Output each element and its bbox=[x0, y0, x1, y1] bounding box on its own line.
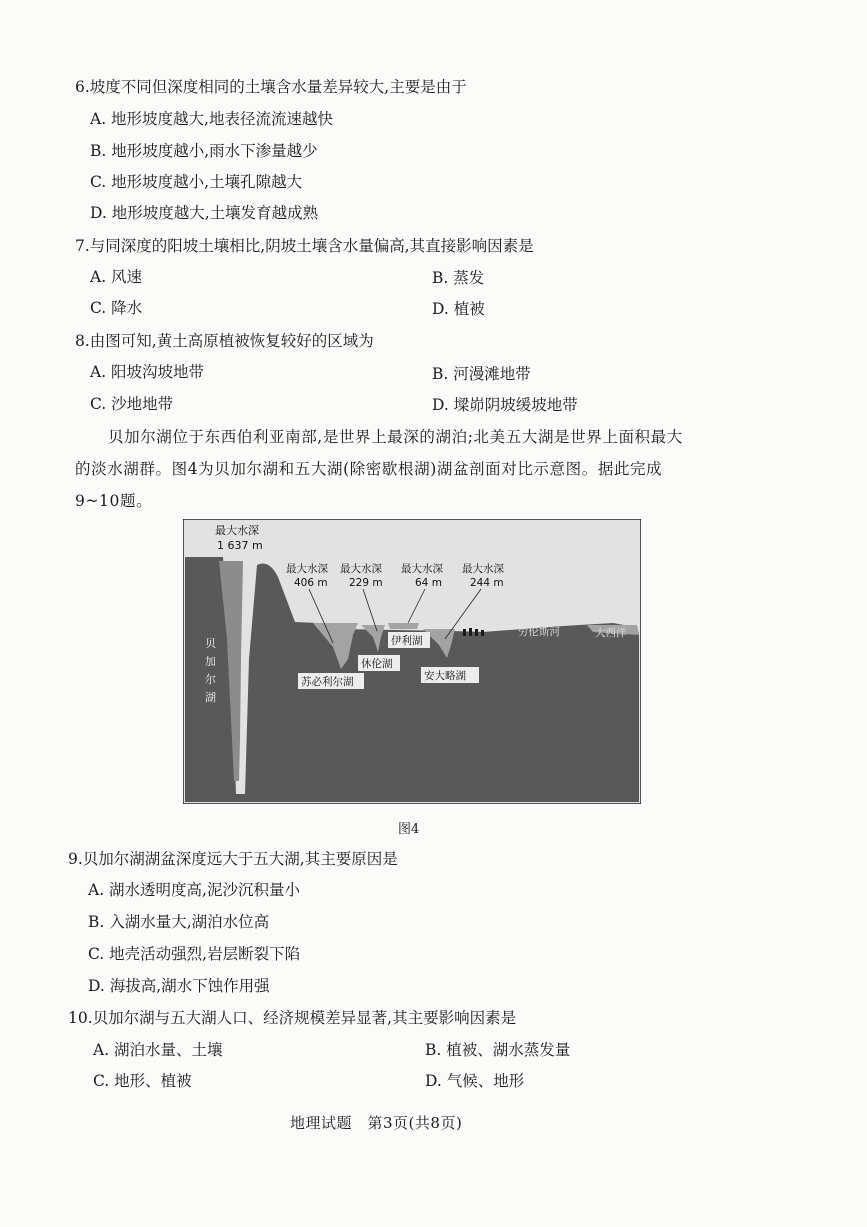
ontario-lake-label: 安大略湖 bbox=[424, 670, 466, 682]
erie-lake-water bbox=[388, 623, 419, 629]
huron-depth-value: 229 m bbox=[349, 577, 383, 589]
q8-option-c: C. 沙地地带 bbox=[90, 395, 174, 413]
q7-option-a: A. 风速 bbox=[90, 268, 143, 286]
q9-option-b: B. 入湖水量大,湖泊水位高 bbox=[88, 913, 270, 931]
q8-option-d: D. 墚峁阴坡缓坡地带 bbox=[432, 396, 578, 414]
q6-option-c: C. 地形坡度越小,土壤孔隙越大 bbox=[90, 173, 303, 191]
passage-line-1: 贝加尔湖位于东西伯利亚南部,是世界上最深的湖泊;北美五大湖是世界上面积最大 bbox=[108, 428, 683, 446]
q7-option-b: B. 蒸发 bbox=[432, 269, 485, 287]
q6-option-b: B. 地形坡度越小,雨水下渗量越少 bbox=[90, 142, 318, 160]
q10-option-b: B. 植被、湖水蒸发量 bbox=[425, 1041, 571, 1059]
ocean-label: 大西洋 bbox=[595, 627, 627, 639]
superior-depth-label: 最大水深 bbox=[286, 563, 328, 575]
q8-option-b: B. 河漫滩地带 bbox=[432, 365, 531, 383]
dam-marker bbox=[469, 628, 472, 636]
baikal-name-char: 贝 bbox=[205, 637, 216, 650]
river-label: 劳伦斯河 bbox=[518, 626, 560, 638]
lake-basin-profile-diagram bbox=[183, 519, 641, 804]
q9-option-d: D. 海拔高,湖水下蚀作用强 bbox=[88, 977, 270, 995]
q7-option-c: C. 降水 bbox=[90, 299, 143, 317]
q10-stem: 10.贝加尔湖与五大湖人口、经济规模差异显著,其主要影响因素是 bbox=[68, 1009, 517, 1027]
superior-depth-value: 406 m bbox=[294, 577, 328, 589]
erie-lake-label: 伊利湖 bbox=[391, 635, 423, 647]
baikal-depth-value: 1 637 m bbox=[217, 539, 263, 552]
page-footer: 地理试题 第3页(共8页) bbox=[290, 1114, 463, 1132]
passage-line-2: 的淡水湖群。图4为贝加尔湖和五大湖(除密歇根湖)湖盆剖面对比示意图。据此完成 bbox=[75, 460, 663, 478]
passage-line-3: 9~10题。 bbox=[75, 492, 153, 510]
baikal-depth-label: 最大水深 bbox=[215, 524, 259, 537]
q6-option-a: A. 地形坡度越大,地表径流流速越快 bbox=[90, 110, 333, 128]
baikal-name-char: 湖 bbox=[205, 691, 216, 704]
huron-depth-label: 最大水深 bbox=[340, 563, 382, 575]
q7-option-d: D. 植被 bbox=[432, 300, 485, 318]
baikal-name-char: 加 bbox=[205, 655, 216, 668]
q6-option-d: D. 地形坡度越大,土壤发育越成熟 bbox=[90, 204, 319, 222]
q7-stem: 7.与同深度的阳坡土壤相比,阴坡土壤含水量偏高,其直接影响因素是 bbox=[75, 237, 534, 255]
ontario-depth-value: 244 m bbox=[470, 577, 504, 589]
ontario-depth-label: 最大水深 bbox=[462, 563, 504, 575]
baikal-name-char: 尔 bbox=[205, 673, 216, 686]
q8-stem: 8.由图可知,黄土高原植被恢复较好的区域为 bbox=[75, 332, 374, 350]
erie-depth-label: 最大水深 bbox=[401, 563, 443, 575]
q9-option-a: A. 湖水透明度高,泥沙沉积量小 bbox=[88, 881, 300, 899]
figure-caption: 图4 bbox=[398, 822, 420, 837]
dam-marker bbox=[475, 629, 478, 636]
dam-marker bbox=[463, 629, 466, 636]
q9-stem: 9.贝加尔湖湖盆深度远大于五大湖,其主要原因是 bbox=[68, 850, 398, 868]
dam-marker bbox=[481, 630, 484, 636]
q8-option-a: A. 阳坡沟坡地带 bbox=[90, 363, 205, 381]
q6-stem: 6.坡度不同但深度相同的土壤含水量差异较大,主要是由于 bbox=[75, 78, 467, 96]
q9-option-c: C. 地壳活动强烈,岩层断裂下陷 bbox=[88, 945, 301, 963]
superior-lake-label: 苏必利尔湖 bbox=[301, 676, 354, 688]
q10-option-c: C. 地形、植被 bbox=[93, 1072, 192, 1090]
q10-option-d: D. 气候、地形 bbox=[425, 1072, 525, 1090]
erie-depth-value: 64 m bbox=[415, 577, 442, 589]
q10-option-a: A. 湖泊水量、土壤 bbox=[93, 1041, 223, 1059]
huron-lake-label: 休伦湖 bbox=[361, 658, 393, 670]
